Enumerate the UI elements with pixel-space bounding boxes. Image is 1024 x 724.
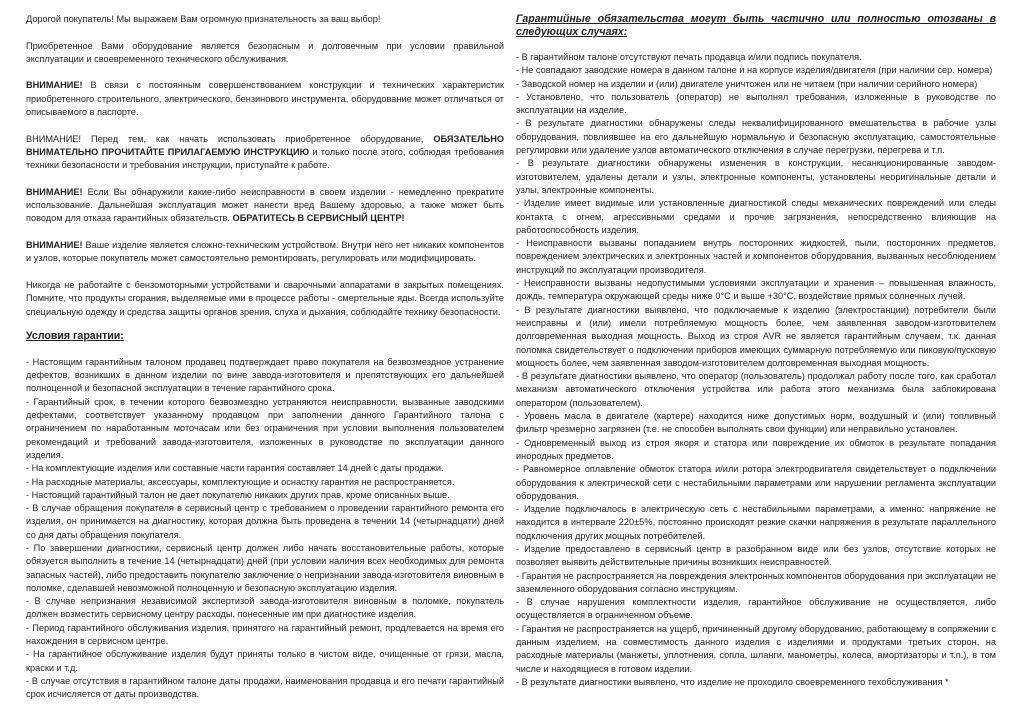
warranty-conditions-list bbox=[26, 356, 504, 702]
list-item: - Изделие предоставлено в сервисный центр в разобранном виде или без узлов, отсутствие которых не позволяет выявить действительные причины возникших неисправностей. bbox=[516, 543, 996, 568]
list-item: - Период гарантийного обслуживания изделия, принятого на гарантийный ремонт, продлевается на время его нахождения в сервисном центре. bbox=[26, 622, 504, 647]
safety-text: Никогда не работайте с бензомоторными устройствами и сварочными аппаратами в закрытых помещениях. Помните, что продукты сгорания, выделяемые ими в процессе работы - смертельные яды. Всегда используйте специальную одежду и средства защиты органов зрения, слуха и дыхания, соблюдайте технику безопасности. bbox=[26, 279, 504, 317]
list-item: - В результате диагностики выявлено, что оператор (пользователь) продолжал работу после того, как сработал механизм автоматического отключения устройства или работа этого механизма была заблокирована оператором (пользователем). bbox=[516, 371, 996, 408]
list-item: - Гарантия не распространяется на ущерб, причиненный другому оборудованию, работающему в сопряжении с данным изделием, на совместимость данного изделия с изделиями и продуктами третьих сторон, на расходные материалы (манжеты, уплотнения, сопла, шланги, манометры, колеса, амортизаторы и т.п.), в том числе и находящиеся в готовом изделии. bbox=[516, 623, 996, 674]
list-item: - Настоящим гарантийным талоном продавец подтверждает право покупателя на безвозмездное устранение дефектов, возникших в данном изделии по вине завода-изготовителя и препятствующих его дальнейшей полноценной и безопасной эксплуатации в течение гарантийного срока. bbox=[26, 356, 504, 394]
list-item: - Установлено, что пользователь (оператор) не выполнял требования, изложенные в руководстве по эксплуатации на изделие. bbox=[516, 91, 996, 116]
attention-label: ВНИМАНИЕ! bbox=[26, 186, 83, 197]
attention-emphasis: ОБРАТИТЕСЬ В СЕРВИСНЫЙ ЦЕНТР! bbox=[232, 213, 405, 224]
list-item: - Гарантийный срок, в течении которого безвозмездно устраняются неисправности, вызванные заводскими дефектами, соответствует указанному продавцом при заполнении данного Гарантийного талона с ограничением по наработанным моточасам или без ограничения при условии выполнения пользователем рекомендаций и требований завода-изготовителя, изложенных в руководстве по эксплуатации данного изделия. bbox=[26, 396, 504, 460]
list-item: - В случае обращения покупателя в сервисный центр с требованием о проведении гарантийного ремонта его изделия, он принимается на диагностику, которая должна быть проведена в течении 14 (четырнадцати) дней со дня даты обращения покупателя. bbox=[26, 503, 504, 540]
list-item: - Равномерное оплавление обмоток статора и/или ротора электродвигателя свидетельствует о подключении оборудования к электрической сети с нестабильными параметрами или нарушении регламента эксплуатации оборудования. bbox=[516, 464, 996, 501]
list-item: - Уровень масла в двигателе (картере) находится ниже допустимых норм, воздушный и (или) топливный фильтр чрезмерно загрязнен (т.е. не способен выполнять свои функции) или неправильно установлен. bbox=[516, 411, 996, 435]
list-item: - Неисправности вызваны недопустимыми условиями эксплуатации и хранения – повышенная влажность, дождь, температура окружающей среды ниже 0°С и выше +30°С, воздействие прямых солнечных лучей. bbox=[516, 278, 996, 302]
list-item: - Одновременный выход из строя якоря и статора или повреждение их обмоток в результате попадания инородных предметов. bbox=[516, 437, 996, 461]
attention-text: В связи с постоянным совершенствованием конструкции и технических характеристик приобретенного строительного, электрического, бензинового инструмента, оборудование может отличаться от описываемого в паспорте. bbox=[26, 80, 504, 118]
attention-lead: ВНИМАНИЕ! Перед тем, как начать использовать приобретенное оборудование, bbox=[26, 133, 434, 144]
list-item: - В результате диагностики обнаружены следы неквалифицированного вмешательства в рабочие узлы оборудования, повлиявшее на его дальнейшую нормальную и безопасную эксплуатацию, самостоятельные регулировки или удаление узлов автоматического отключения в случае перегрузки, перегрева и т.п. bbox=[516, 118, 996, 156]
attention-text: и только после этого, соблюдая требования техники безопасности и требования инструкции, приступайте к работе. bbox=[26, 146, 504, 171]
list-item: - Изделие подключалось в электрическую сеть с нестабильными параметрами, а именно: напряжение не находится в интервале 220±5%, постоянно происходят резкие скачки напряжения в результате параллельного подключения других мощных потребителей. bbox=[516, 504, 996, 541]
attention-emphasis: ОБЯЗАТЕЛЬНО ВНИМАТЕЛЬНО ПРОЧИТАЙТЕ ПРИЛАГАЕМУЮ ИНСТРУКЦИЮ bbox=[26, 133, 504, 157]
list-item: - Заводской номер на изделии и (или) двигателе уничтожен или не читаем (при наличии серийного номера) bbox=[516, 78, 978, 89]
attention-paragraph-4 bbox=[26, 239, 504, 266]
list-item: - В случае отсутствия в гарантийном талоне даты продажи, наименования продавца и его печати гарантийный срок исчисляется от даты производства. bbox=[26, 675, 504, 700]
attention-paragraph-1 bbox=[26, 79, 504, 119]
attention-paragraph-3 bbox=[26, 186, 504, 226]
attention-text: Ваше изделие является сложно-техническим устройством. Внутри него нет никаких компонентов и узлов, которые покупатель может самостоятельно ремонтировать, регулировать или модифицировать. bbox=[26, 240, 504, 264]
intro-text: Приобретенное Вами оборудование является безопасным и долговечным при условии правильной эксплуатации и своевременного технического обслуживания. bbox=[26, 40, 504, 64]
list-item: - На комплектующие изделия или составные части гарантия составляет 14 дней с даты продажи. bbox=[26, 463, 444, 474]
revocation-heading: Гарантийные обязательства могут быть частично или полностью отозваны в следующих случаях: bbox=[516, 13, 996, 38]
attention-paragraph-2 bbox=[26, 133, 504, 173]
list-item: - На гарантийное обслуживание изделия будут приняты только в чистом виде, очищенные от грязи, масла, краски и т.д. bbox=[26, 649, 504, 673]
list-item: - Неисправности вызваны попаданием внутрь посторонних жидкостей, пыли, посторонних предметов, повреждением электрических и электронных частей и компонентов оборудования, вызванных несоблюдением инструкций по эксплуатации производителя. bbox=[516, 238, 996, 275]
greeting-text: Дорогой покупатель! Мы выражаем Вам огромную признательность за ваш выбор! bbox=[26, 14, 381, 24]
list-item: - В результате диагностики обнаружены изменения в конструкции, несанкционированные заводом-изготовителем, удалены детали и узлы, электронные компоненты, установлены неоригинальные детали и узлы, электронные компоненты. bbox=[516, 158, 996, 195]
list-item: - Настоящий гарантийный талон не дает покупателю никаких других прав, кроме описанных выше. bbox=[26, 489, 450, 500]
list-item: - По завершении диагностики, сервисный центр должен либо начать восстановительные работы, которые обязуется выполнить в течение 14 (четырнадцати) дней (при условии наличия всех необходимых для ремонта запасных частей), либо предоставить покупателю заключение о непризнании завода-изготовителя виновным в поломке, сделавшей невозможной полноценную и безопасную эксплуатацию изделия. bbox=[26, 542, 504, 593]
warranty-conditions-heading: Условия гарантии: bbox=[26, 329, 124, 342]
list-item: - Изделие имеет видимые или установленные диагностикой следы механических повреждений или следы контакта с огнем, агрессивными средами и прочие загрязнения, непосредственно влияющие на работоспособность изделия. bbox=[516, 198, 996, 235]
list-item: - Не совпадают заводские номера в данном талоне и на корпусе изделия/двигателя (при наличии сер. номера) bbox=[516, 65, 993, 76]
revocation-list bbox=[516, 51, 996, 689]
list-item: - В случае непризнания независимой экспертизой завода-изготовителя виновным в поломке, покупатель должен возместить сервисному центру расходы, понесенные им при диагностике изделия. bbox=[26, 596, 504, 620]
attention-label: ВНИМАНИЕ! bbox=[26, 80, 83, 91]
list-item: - Гарантия не распространяется на повреждения электронных компонентов оборудования при эксплуатации не заземленного оборудования согласно инструкциям. bbox=[516, 570, 996, 594]
left-column bbox=[26, 13, 504, 702]
attention-text: Если Вы обнаружили какие-либо неисправности в своем изделии - немедленно прекратите использование. Дальнейшая эксплуатация может нанести вред Вашему здоровью, а также может быть поводом для отказа гарантийных обязательств. bbox=[26, 186, 504, 224]
right-column bbox=[516, 13, 996, 689]
list-item: - В случае нарушения комплектности изделия, гарантийное обслуживание не осуществляется, либо осуществляется в ограниченном объеме. bbox=[516, 597, 996, 621]
list-item: - На расходные материалы, аксессуары, комплектующие и оснастку гарантия не распространяется. bbox=[26, 476, 455, 487]
list-item: - В результате диагностики выявлено, что подключаемые к изделию (электростанции) потребители были неисправны и (или) имели потребляемую мощность более, чем заявленная заводом-изготовителем долговременная выходная мощность. Выход из строя AVR не является гарантийным случаем, т.к. данная поломка свидетельствует о подключении приборов имеющих суммарную потребляемую или пиковую/пусковую мощность более, чем заявленная заводом-изготовителем долговременная выходная мощность. bbox=[516, 304, 996, 368]
list-item: - В гарантийном талоне отсутствуют печать продавца и/или подпись покупателя. bbox=[516, 52, 862, 62]
attention-label: ВНИМАНИЕ! bbox=[26, 240, 83, 251]
list-item: - В результате диагностики выявлено, что изделие не проходило своевременного техобслуживания * bbox=[516, 676, 949, 687]
